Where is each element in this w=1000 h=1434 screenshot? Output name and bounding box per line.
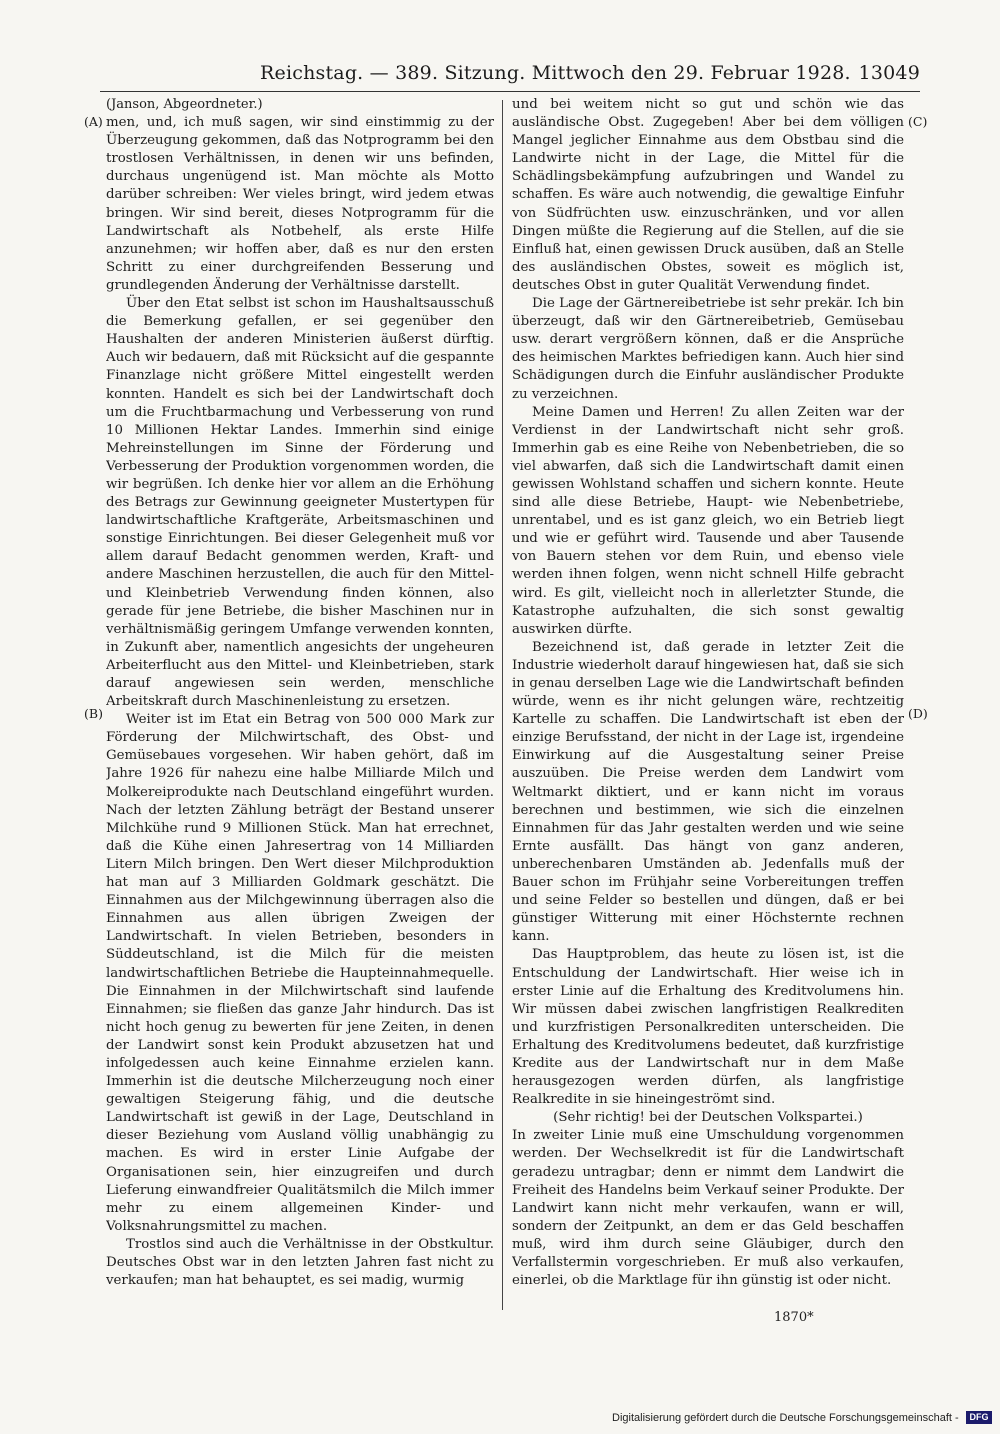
paragraph: Die Lage der Gärtnereibetriebe ist sehr prekär. Ich bin überzeugt, daß wir den Gärtnereibetrieb, Gemüsebau usw. derart vergrößern können, daß er die Ansprüche des heimischen Marktes befriedigen kann. Auch hier sind Schädigungen durch die Einfuhr ausländischer Produkte zu verzeichnen. bbox=[512, 296, 904, 402]
dfg-logo: DFG bbox=[966, 1411, 992, 1424]
column-divider bbox=[502, 100, 503, 1310]
paragraph: Über den Etat selbst ist schon im Haushaltsausschuß die Bemerkung gefallen, er sei gegenüber den Haushalten der anderen Ministerien äußerst dürftig. Auch wir bedauern, daß mit Rücksicht auf die gespannte Finanzlage nicht größere Mittel eingestellt werden konnten. Handelt es sich bei der Landwirtschaft doch um die Fruchtbarmachung und Verbesserung von rund 10 Millionen Hektar Landes. Immerhin sind einige Mehreinstellungen im Sinne der Förderung und Verbesserung der Produktion vorgenommen worden, die wir begrüßen. Ich denke hier vor allem an die Erhöhung des Betrags zur Gewinnung geeigneter Mustertypen für landwirtschaftliche Kraftgeräte, Arbeitsmaschinen und sonstige Einrichtungen. Bei dieser Gelegenheit muß vor allem darauf Bedacht genommen werden, Kraft- und andere Maschinen herzustellen, die auch für den Mittel- und Kleinbetrieb Verwendung finden können, also gerade für jene Betriebe, die bisher Maschinen nur in verhältnismäßig geringem Umfange verwenden konnten, in Zukunft aber, namentlich angesichts der ungeheuren Arbeiterflucht aus den Mittel- und Kleinbetrieben, stark darauf angewiesen sein werden, menschliche Arbeitskraft durch Maschinenleistung zu ersetzen. bbox=[106, 296, 494, 710]
paragraph: Trostlos sind auch die Verhältnisse in der Obstkultur. Deutsches Obst war in den letzten Jahren fast nicht zu verkaufen; man hat behauptet, es sei madig, wurmig bbox=[106, 1236, 494, 1289]
margin-marker-d: (D) bbox=[908, 706, 928, 721]
paragraph: Bezeichnend ist, daß gerade in letzter Zeit die Industrie wiederholt darauf hingewiesen hat, daß sie sich in genau derselben Lage wie die Landwirtschaft befinden würde, wenn es ihr nicht gelungen wäre, rechtzeitig Kartelle zu schaffen. Die Landwirtschaft ist eben der einzige Berufsstand, der nicht in der Lage ist, irgendeine Einwirkung auf die Ausgestaltung seiner Preise auszuüben. Die Preise werden dem Landwirt vom Weltmarkt diktiert, und er kann nicht im voraus berechnen und bestimmen, wie sich die einzelnen Einnahmen für das Jahr gestalten werden und wie seine Ernte ausfällt. Das hängt von ganz anderen, unberechenbaren Umständen ab. Jedenfalls muß der Bauer schon im Frühjahr seine Vorbereitungen treffen und seine Felder so bestellen und düngen, daß er bei günstiger Witterung mit einer Höchsternte rechnen kann. bbox=[512, 639, 904, 945]
paragraph: Weiter ist im Etat ein Betrag von 500 000 Mark zur Förderung der Milchwirtschaft, des Obst- und Gemüsebaues vorgesehen. Wir haben gehört, daß im Jahre 1926 für nahezu eine halbe Milliarde Milch und Molkereiprodukte nach Deutschland eingeführt wurden. Nach der letzten Zählung beträgt der Bestand unserer Milchkühe rund 9 Millionen Stück. Man hat errechnet, daß die Kühe einen Jahresertrag von 14 Milliarden Litern Milch bringen. Den Wert dieser Milchproduktion hat man auf 3 Milliarden Goldmark geschätzt. Die Einnahmen aus der Milchgewinnung überragen also die Einnahmen aus allen übrigen Zweigen der Landwirtschaft. In vielen Betrieben, besonders in Süddeutschland, ist die Milch für die meisten landwirtschaftlichen Betriebe die Haupteinnahmequelle. Die Einnahmen in der Milchwirtschaft sind laufende Einnahmen; sie fließen das ganze Jahr hindurch. Das ist nicht hoch genug zu bewerten für jene Zeiten, in denen der Landwirt sonst kein Produkt abzusetzen hat und infolgedessen auch keine Einnahme erzielen kann. Immerhin ist die deutsche Milcherzeugung noch einer gewaltigen Steigerung fähig, und die deutsche Landwirtschaft ist gewiß in der Lage, Deutschland in dieser Beziehung vom Ausland völlig unabhängig zu machen. Es wird in erster Linie Aufgabe der Organisationen sein, hier einzugreifen und durch Lieferung einwandfreier Qualitätsmilch die Milch immer mehr zu einem allgemeinen Kinder- und Volksnahrungsmittel zu machen. bbox=[106, 712, 494, 1234]
footer-credit: Digitalisierung gefördert durch die Deutsche Forschungsgemeinschaft - bbox=[612, 1412, 959, 1424]
page-header bbox=[260, 62, 920, 88]
header-rule bbox=[100, 91, 920, 92]
right-column bbox=[512, 96, 904, 1311]
left-column bbox=[106, 96, 494, 1311]
signature-mark: 1870* bbox=[774, 1310, 814, 1325]
interjection: (Sehr richtig! bei der Deutschen Volkspartei.) bbox=[553, 1110, 863, 1126]
margin-marker-c: (C) bbox=[908, 114, 928, 129]
margin-marker-a: (A) bbox=[84, 114, 103, 129]
margin-marker-b: (B) bbox=[84, 706, 103, 721]
paragraph: Das Hauptproblem, das heute zu lösen ist, ist die Entschuldung der Landwirtschaft. Hier weise ich in erster Linie auf die Erhaltung des Kreditvolumens hin. Wir müssen dabei zwischen langfristigen Realkrediten und kurzfristigen Personalkrediten unterscheiden. Die Erhaltung des Kreditvolumens bedeutet, daß kurzfristige Kredite aus der Landwirtschaft nur in dem Maße herausgezogen werden dürfen, als langfristige Realkredite in sie hineingeströmt sind. bbox=[512, 947, 904, 1108]
paragraph: Meine Damen und Herren! Zu allen Zeiten war der Verdienst in der Landwirtschaft nicht sehr groß. Immerhin gab es eine Reihe von Nebenbetrieben, die so viel abwarfen, daß sich die Landwirtschaft damit einen gewissen Wohlstand schaffen und sichern konnte. Heute sind alle diese Betriebe, Haupt- wie Nebenbetriebe, unrentabel, und es ist ganz gleich, wo ein Betrieb liegt und wie er geführt wird. Tausende und aber Tausende von Bauern stehen vor dem Ruin, und ebenso viele werden ihnen folgen, wenn nicht schnell Hilfe gebracht wird. Es gilt, vielleicht noch in allerletzter Stunde, die Katastrophe aufzuhalten, die sich sonst gewaltig auswirken dürfte. bbox=[512, 404, 904, 637]
paragraph: men, und, ich muß sagen, wir sind einstimmig zu der Überzeugung gekommen, daß das Notprogramm bei den trostlosen Verhältnissen, in denen wir uns befinden, durchaus ungenügend ist. Man möchte als Motto darüber schreiben: Wer vieles bringt, wird jedem etwas bringen. Wir sind bereit, dieses Notprogramm für die Landwirtschaft als Notbehelf, als erste Hilfe anzunehmen; wir hoffen aber, daß es nur den ersten Schritt zu einer durchgreifenden Besserung und grundlegenden Änderung der Verhältnisse darstellt. bbox=[106, 115, 494, 293]
paragraph: und bei weitem nicht so gut und schön wie das ausländische Obst. Zugegeben! Aber bei dem völligen Mangel jeglicher Einnahme aus dem Obstbau sind die Landwirte nicht in der Lage, die Mittel für die Schädlingsbekämpfung aufzubringen und Wandel zu schaffen. Es wäre auch notwendig, die gewaltige Einfuhr von Südfrüchten usw. einzuschränken, und vor allen Dingen müßte die Regierung auf die Stellen, auf die sie Einfluß hat, einen gewissen Druck ausüben, daß an Stelle des ausländischen Obstes, soweit es möglich ist, deutsches Obst in guter Qualität Verwendung findet. bbox=[512, 97, 904, 293]
running-title: Reichstag. — 389. Sitzung. Mittwoch den 29. Februar 1928. bbox=[260, 62, 851, 84]
page-number: 13049 bbox=[858, 62, 920, 84]
speaker-line: (Janson, Abgeordneter.) bbox=[106, 97, 263, 112]
paragraph: In zweiter Linie muß eine Umschuldung vorgenommen werden. Der Wechselkredit ist für die Landwirtschaft geradezu untragbar; denn er nimmt dem Landwirt die Freiheit des Handelns beim Verkauf seiner Produkte. Der Landwirt kann nicht mehr verkaufen, wann er will, sondern der Zeitpunkt, an dem er das Geld beschaffen muß, wird ihm durch seine Gläubiger, durch den Verfallstermin vorgeschrieben. Er muß also verkaufen, einerlei, ob die Marktlage für ihn günstig ist oder nicht. bbox=[512, 1128, 904, 1289]
